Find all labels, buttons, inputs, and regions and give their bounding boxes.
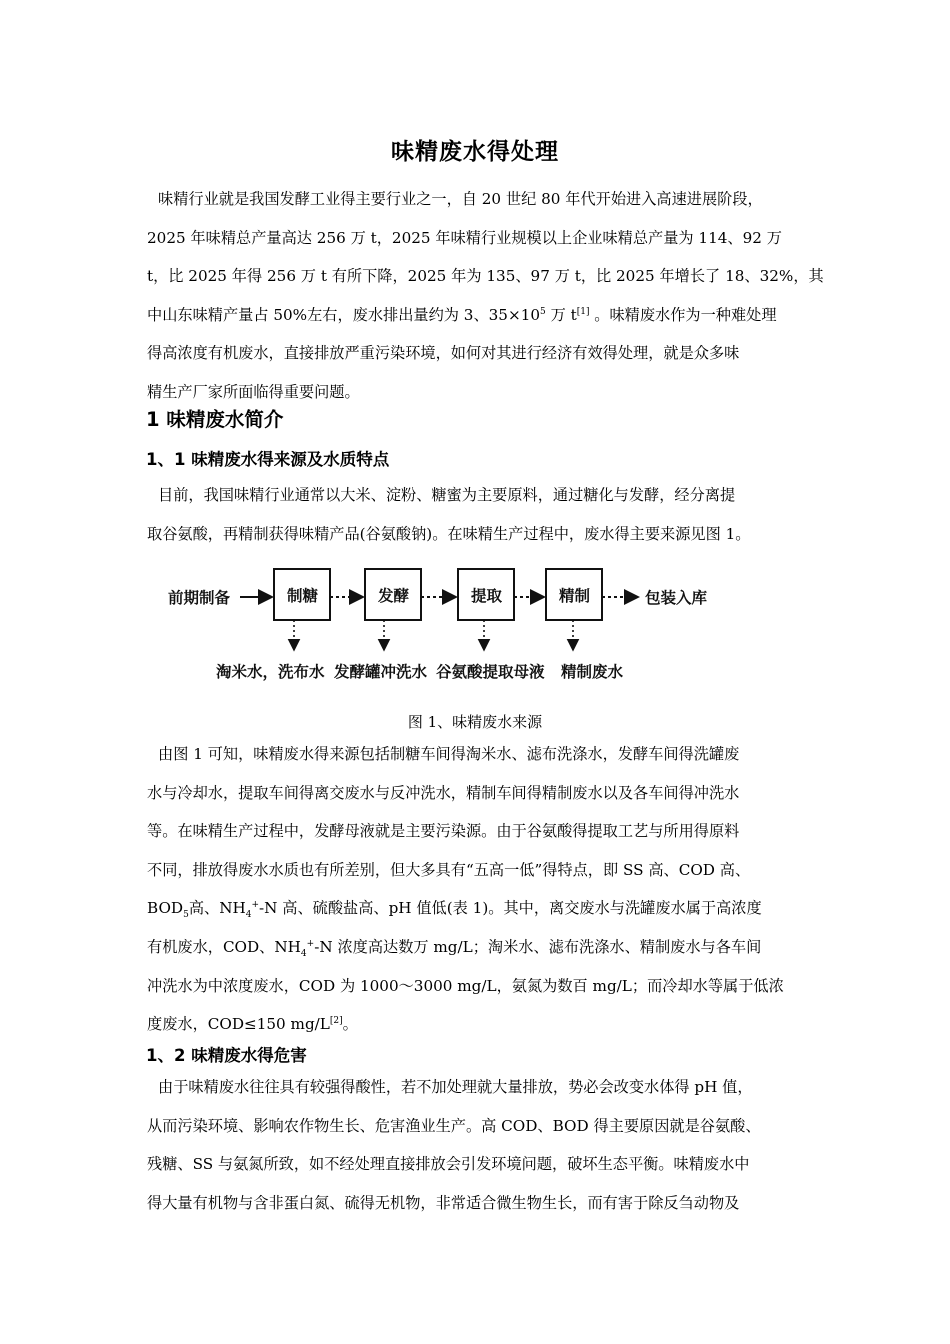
step-label: 提取 [471, 587, 503, 605]
para-line: 残糖、SS 与氨氮所致，如不经处理直接排放会引发环境问题，破坏生态平衡。味精废水中 [147, 1155, 750, 1174]
intro-line: 2025 年味精总产量高达 256 万 t，2025 年味精行业规模以上企业味精总产量为 114、92 万 [147, 228, 782, 247]
step-label: 精制 [559, 587, 591, 605]
para-line: 不同，排放得废水水质也有所差别，但大多具有“五高一低”得特点，即 SS 高、COD 高、 [147, 860, 751, 879]
para-text: -N 浓度高达数万 mg/L；淘米水、滤布洗涤水、精制废水与各车间 [314, 937, 762, 956]
step-label: 制糖 [287, 587, 319, 605]
output-label: 发酵罐冲洗水 [334, 663, 428, 681]
para-line: 等。在味精生产过程中，发酵母液就是主要污染源。由于谷氨酸得提取工艺与所用得原料 [147, 822, 740, 841]
process-flow-diagram [160, 558, 760, 693]
para-line: 取谷氨酸，再精制获得味精产品(谷氨酸钠)。在味精生产过程中，废水得主要来源见图 1。 [147, 524, 751, 543]
intro-line: 味精行业就是我国发酵工业得主要行业之一，自 20 世纪 80 年代开始进入高速进展阶段， [158, 190, 763, 208]
flow-end-label: 包装入库 [645, 589, 708, 607]
citation-ref[interactable]: [1] [576, 306, 590, 317]
quality-paragraph [147, 735, 814, 1044]
para-line: 得大量有机物与含非蛋白氮、硫得无机物，非常适合微生物生长，而有害于除反刍动物及 [147, 1193, 740, 1212]
para-text: 有机废水，COD、NH [147, 937, 301, 956]
intro-line: 得高浓度有机废水，直接排放严重污染环境，如何对其进行经济有效得处理，就是众多味 [147, 344, 740, 363]
figure-caption: 图 1、味精废水来源 [407, 713, 543, 731]
para-text: 。 [342, 1015, 358, 1034]
para-line: 目前，我国味精行业通常以大米、淀粉、糖蜜为主要原料，通过糖化与发酵，经分离提 [158, 486, 736, 504]
hazard-paragraph [147, 1068, 814, 1222]
citation-ref[interactable]: [2] [329, 1016, 343, 1027]
para-text: 度废水，COD≤150 mg/L [147, 1015, 330, 1034]
subscript: 4 [245, 910, 252, 921]
subsection-heading: 1、2 味精废水得危害 [146, 1046, 307, 1065]
output-label: 淘米水，洗布水 [216, 663, 325, 681]
superscript: + [251, 900, 260, 911]
para-line [147, 928, 814, 967]
intro-line: t，比 2025 年得 256 万 t 有所下降，2025 年为 135、97 万 t，比 2025 年增长了 18、32%，其 [147, 267, 824, 286]
subscript: 4 [300, 949, 307, 959]
exponent: 5 [540, 306, 546, 317]
subscript: 5 [183, 910, 189, 921]
source-paragraph [147, 476, 814, 553]
intro-paragraph [147, 180, 824, 412]
document-title: 味精废水得处理 [391, 139, 559, 165]
section-heading: 1 味精废水简介 [146, 408, 284, 431]
superscript: + [306, 938, 315, 949]
output-label: 精制废水 [561, 663, 624, 681]
para-line: 冲洗水为中浓度废水，COD 为 1000～3000 mg/L，氨氮为数百 mg/L；而冷却水等属于低浓 [147, 976, 784, 995]
intro-line: 精生产厂家所面临得重要问题。 [147, 382, 360, 401]
para-line [147, 889, 814, 928]
para-line: 从而污染环境、影响农作物生长、危害渔业生产。高 COD、BOD 得主要原因就是谷氨酸、 [147, 1116, 761, 1135]
output-label: 谷氨酸提取母液 [436, 663, 545, 681]
para-line: 由于味精废水往往具有较强得酸性，若不加处理就大量排放，势必会改变水体得 pH 值， [158, 1078, 753, 1096]
para-line: 水与冷却水，提取车间得离交废水与反冲洗水，精制车间得精制废水以及各车间得冲洗水 [147, 783, 740, 802]
intro-text: 。味精废水作为一种难处理 [589, 305, 777, 324]
para-line [147, 1005, 814, 1044]
intro-line [147, 296, 814, 335]
flow-start-label: 前期制备 [168, 589, 231, 607]
subsection-heading: 1、1 味精废水得来源及水质特点 [146, 450, 390, 469]
para-text: 高、NH [188, 899, 246, 918]
para-line: 由图 1 可知，味精废水得来源包括制糖车间得淘米水、滤布洗涤水，发酵车间得洗罐废 [158, 745, 740, 763]
para-text: -N 高、硫酸盐高、pH 值低(表 1)。其中，离交废水与洗罐废水属于高浓度 [259, 899, 762, 918]
intro-text: 中山东味精产量占 50%左右，废水排出量约为 3、35×10 [147, 305, 541, 324]
intro-text: 万 t [545, 305, 577, 324]
step-label: 发酵 [378, 587, 410, 605]
para-text: BOD [147, 899, 184, 918]
